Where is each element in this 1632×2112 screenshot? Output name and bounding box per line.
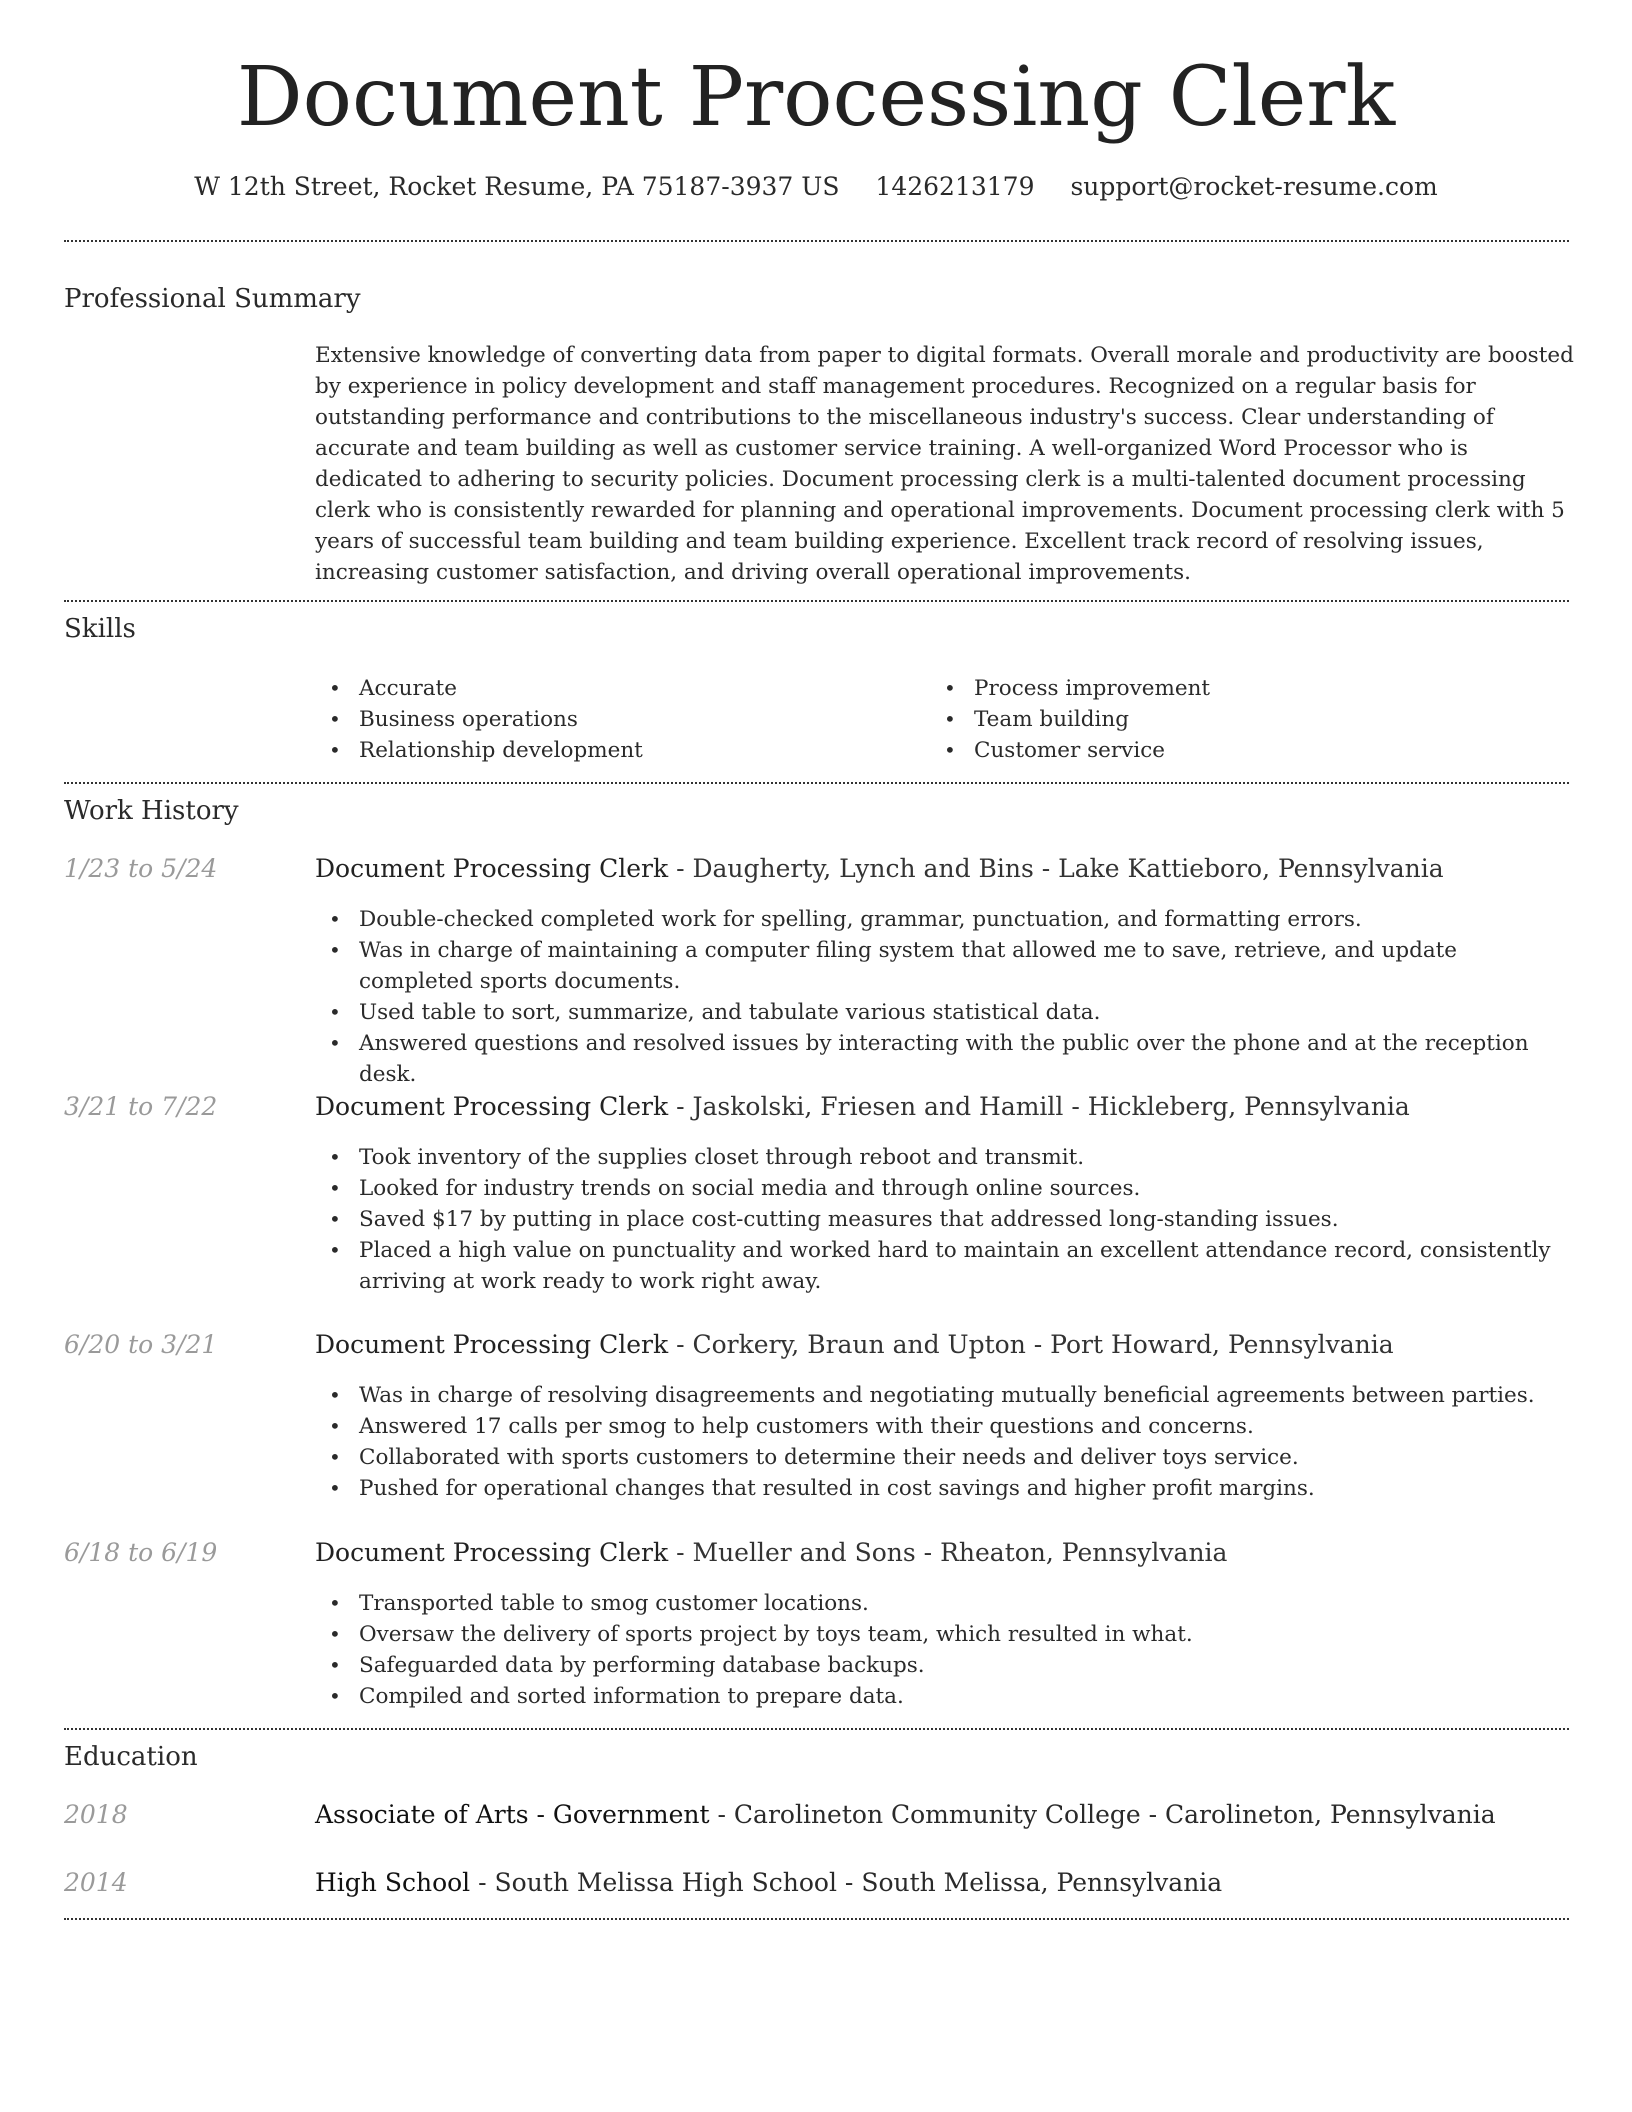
job-bullet: • Was in charge of maintaining a computer filing system that allowed me to save, retrieve, and update completed sports documents. [315,935,1575,997]
divider [64,1728,1569,1730]
job-heading [315,1328,1575,1362]
skill-item: • Relationship development [315,735,643,766]
job-bullet: • Oversaw the delivery of sports project by toys team, which resulted in what. [315,1619,1575,1650]
job-details: - Mueller and Sons - Rheaton, Pennsylvania [668,1538,1228,1567]
section-title-education: Education [64,1742,198,1772]
job-bullet: • Was in charge of resolving disagreements and negotiating mutually beneficial agreements between parties. [315,1380,1575,1411]
job-bullet: • Looked for industry trends on social media and through online sources. [315,1173,1575,1204]
section-title-summary: Professional Summary [64,284,361,314]
education-degree: Associate of Arts - Government [315,1800,710,1829]
job-heading [315,852,1575,886]
job-details: - Jaskolski, Friesen and Hamill - Hickleberg, Pennsylvania [668,1092,1410,1121]
job-bullets [315,1380,1575,1504]
job-details: - Corkery, Braun and Upton - Port Howard, Pennsylvania [668,1330,1394,1359]
section-title-skills: Skills [64,614,136,644]
section-title-work: Work History [64,796,239,826]
job-title: Document Processing Clerk [315,1092,669,1121]
skill-item: • Process improvement [930,673,1210,704]
education-heading [315,1866,1222,1900]
skills-list-left [315,673,643,766]
job-bullets [315,1588,1575,1712]
skill-item: • Team building [930,704,1210,735]
skill-item: • Business operations [315,704,643,735]
job-bullet: • Saved $17 by putting in place cost-cutting measures that addressed long-standing issues. [315,1204,1575,1235]
job-bullet: • Double-checked completed work for spelling, grammar, punctuation, and formatting errors. [315,904,1575,935]
job-bullet: • Collaborated with sports customers to determine their needs and deliver toys service. [315,1442,1575,1473]
job-bullets [315,904,1575,1090]
education-year: 2018 [64,1800,128,1829]
job-heading [315,1090,1575,1124]
job-dates: 6/20 to 3/21 [64,1330,218,1359]
job-dates: 3/21 to 7/22 [64,1092,218,1121]
education-degree: High School [315,1868,471,1897]
skill-item: • Customer service [930,735,1210,766]
divider [64,1918,1569,1920]
divider [64,600,1569,602]
education-details: - South Melissa High School - South Melissa, Pennsylvania [470,1868,1223,1897]
job-bullets [315,1142,1575,1297]
job-bullet: • Placed a high value on punctuality and worked hard to maintain an excellent attendance record, consistently arriving at work ready to work right away. [315,1235,1575,1297]
job-bullet: • Used table to sort, summarize, and tabulate various statistical data. [315,997,1575,1028]
job-bullet: • Safeguarded data by performing database backups. [315,1650,1575,1681]
job-title: Document Processing Clerk [315,854,669,883]
skills-list-right [930,673,1210,766]
job-bullet: • Pushed for operational changes that resulted in cost savings and higher profit margins. [315,1473,1575,1504]
job-title: Document Processing Clerk [315,1538,669,1567]
skill-item: • Accurate [315,673,643,704]
job-bullet: • Answered questions and resolved issues by interacting with the public over the phone and at the reception desk. [315,1028,1575,1090]
summary-text: Extensive knowledge of converting data from paper to digital formats. Overall morale and productivity are boosted by experience in policy development and staff management procedures. Recognized on a regular basis for outstanding performance and contributions to the miscellaneous industry's success. Clear understanding of accurate and team building as well as customer service training. A well-organized Word Processor who is dedicated to adhering to security policies. Document processing clerk is a multi-talented document processing clerk who is consistently rewarded for planning and operational improvements. Document processing clerk with 5 years of successful team building and team building experience. Excellent track record of resolving issues, increasing customer satisfaction, and driving overall operational improvements. [315,343,1574,585]
resume-name: Document Processing Clerk [236,50,1396,145]
contact-address: W 12th Street, Rocket Resume, PA 75187-3937 US [194,172,840,201]
job-bullet: • Took inventory of the supplies closet through reboot and transmit. [315,1142,1575,1173]
education-year: 2014 [64,1868,128,1897]
divider [64,782,1569,784]
contact-line [0,170,1632,204]
education-details: - Carolineton Community College - Carolineton, Pennsylvania [709,1800,1496,1829]
job-bullet: • Transported table to smog customer locations. [315,1588,1575,1619]
job-dates: 6/18 to 6/19 [64,1538,218,1567]
job-heading [315,1536,1575,1570]
education-heading [315,1798,1496,1832]
job-bullet: • Compiled and sorted information to prepare data. [315,1681,1575,1712]
contact-email: support@rocket-resume.com [1070,172,1438,201]
job-bullet: • Answered 17 calls per smog to help customers with their questions and concerns. [315,1411,1575,1442]
divider [64,240,1569,242]
job-title: Document Processing Clerk [315,1330,669,1359]
job-dates: 1/23 to 5/24 [64,854,218,883]
contact-phone: 1426213179 [875,172,1035,201]
job-details: - Daugherty, Lynch and Bins - Lake Kattieboro, Pennsylvania [668,854,1444,883]
